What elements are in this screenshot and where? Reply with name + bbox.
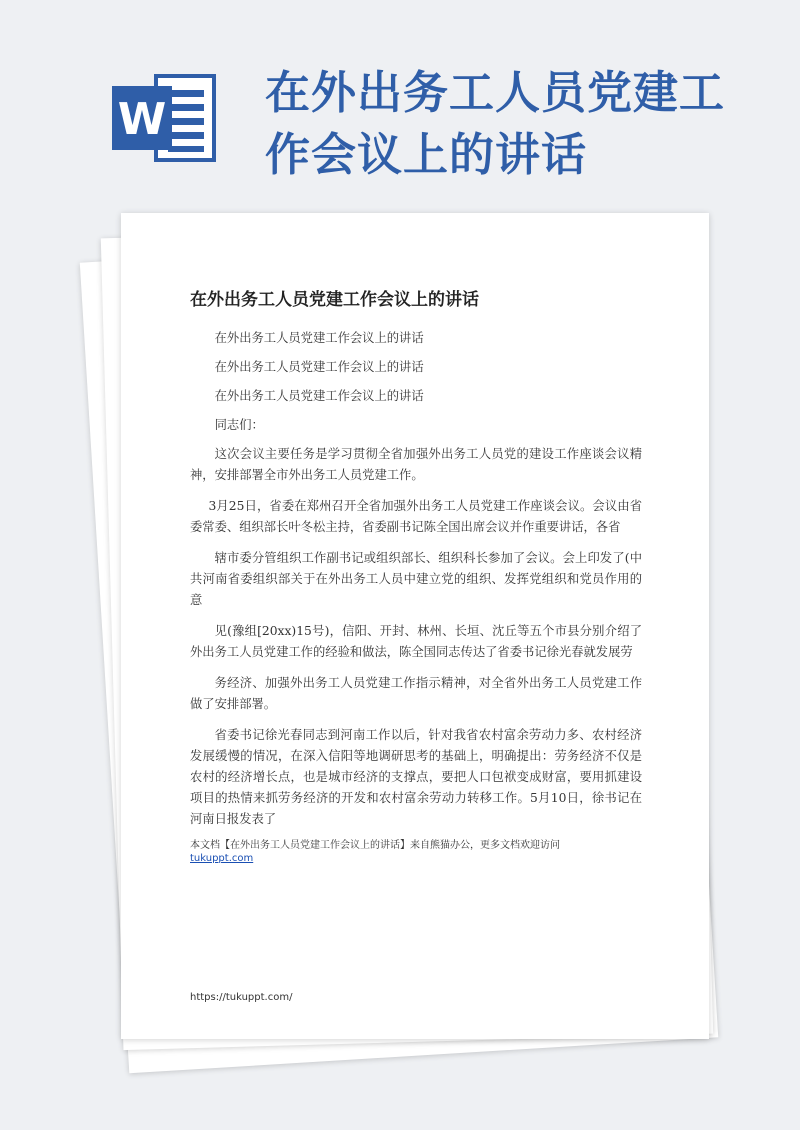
paragraph: 辖市委分管组织工作副书记或组织部长、组织科长参加了会议。会上印发了(中共河南省委组织部关于在外出务工人员中建立党的组织、发挥党组织和党员作用的意 [190, 551, 642, 607]
paragraph: 在外出务工人员党建工作会议上的讲话 [214, 331, 424, 345]
paragraph: 3月25日，省委在郑州召开全省加强外出务工人员党建工作座谈会议。会议由省委常委、组织部长叶冬松主持，省委副书记陈全国出席会议并作重要讲话，各省 [190, 499, 642, 534]
paragraph: 在外出务工人员党建工作会议上的讲话 [214, 360, 424, 374]
paragraph: 同志们： [214, 418, 264, 432]
paragraph: 在外出务工人员党建工作会议上的讲话 [214, 389, 424, 403]
source-link[interactable]: tukuppt.com [190, 853, 254, 864]
paragraph: 这次会议主要任务是学习贯彻全省加强外出务工人员党的建设工作座谈会议精神，安排部署全市外出务工人员党建工作。 [190, 447, 642, 482]
document-body [190, 328, 642, 840]
svg-text:W: W [117, 94, 167, 145]
paragraph: 见(豫组[20xx)15号)，信阳、开封、林州、长垣、沈丘等五个市县分别介绍了外出务工人员党建工作的经验和做法，陈全国同志传达了省委书记徐光春就发展劳 [190, 624, 642, 659]
paragraph: 务经济、加强外出务工人员党建工作指示精神，对全省外出务工人员党建工作做了安排部署。 [190, 676, 642, 711]
banner-title: 在外出务工人员党建工作会议上的讲话 [265, 66, 726, 181]
source-note-text: 本文档【在外出务工人员党建工作会议上的讲话】来自熊猫办公，更多文档欢迎访问 [190, 840, 560, 851]
paragraph: 省委书记徐光春同志到河南工作以后，针对我省农村富余劳动力多、农村经济发展缓慢的情况，在深入信阳等地调研思考的基础上，明确提出：劳务经济不仅是农村的经济增长点，也是城市经济的支撑点，要把人口包袱变成财富，要用抓建设项目的热情来抓劳务经济的开发和农村富余劳动力转移工作。5月10日，徐书记在河南日报发表了 [190, 728, 642, 826]
page-url: https://tukuppt.com/ [190, 992, 293, 1003]
word-document-icon [112, 72, 218, 164]
source-note [190, 839, 650, 865]
document-heading: 在外出务工人员党建工作会议上的讲话 [190, 290, 479, 310]
